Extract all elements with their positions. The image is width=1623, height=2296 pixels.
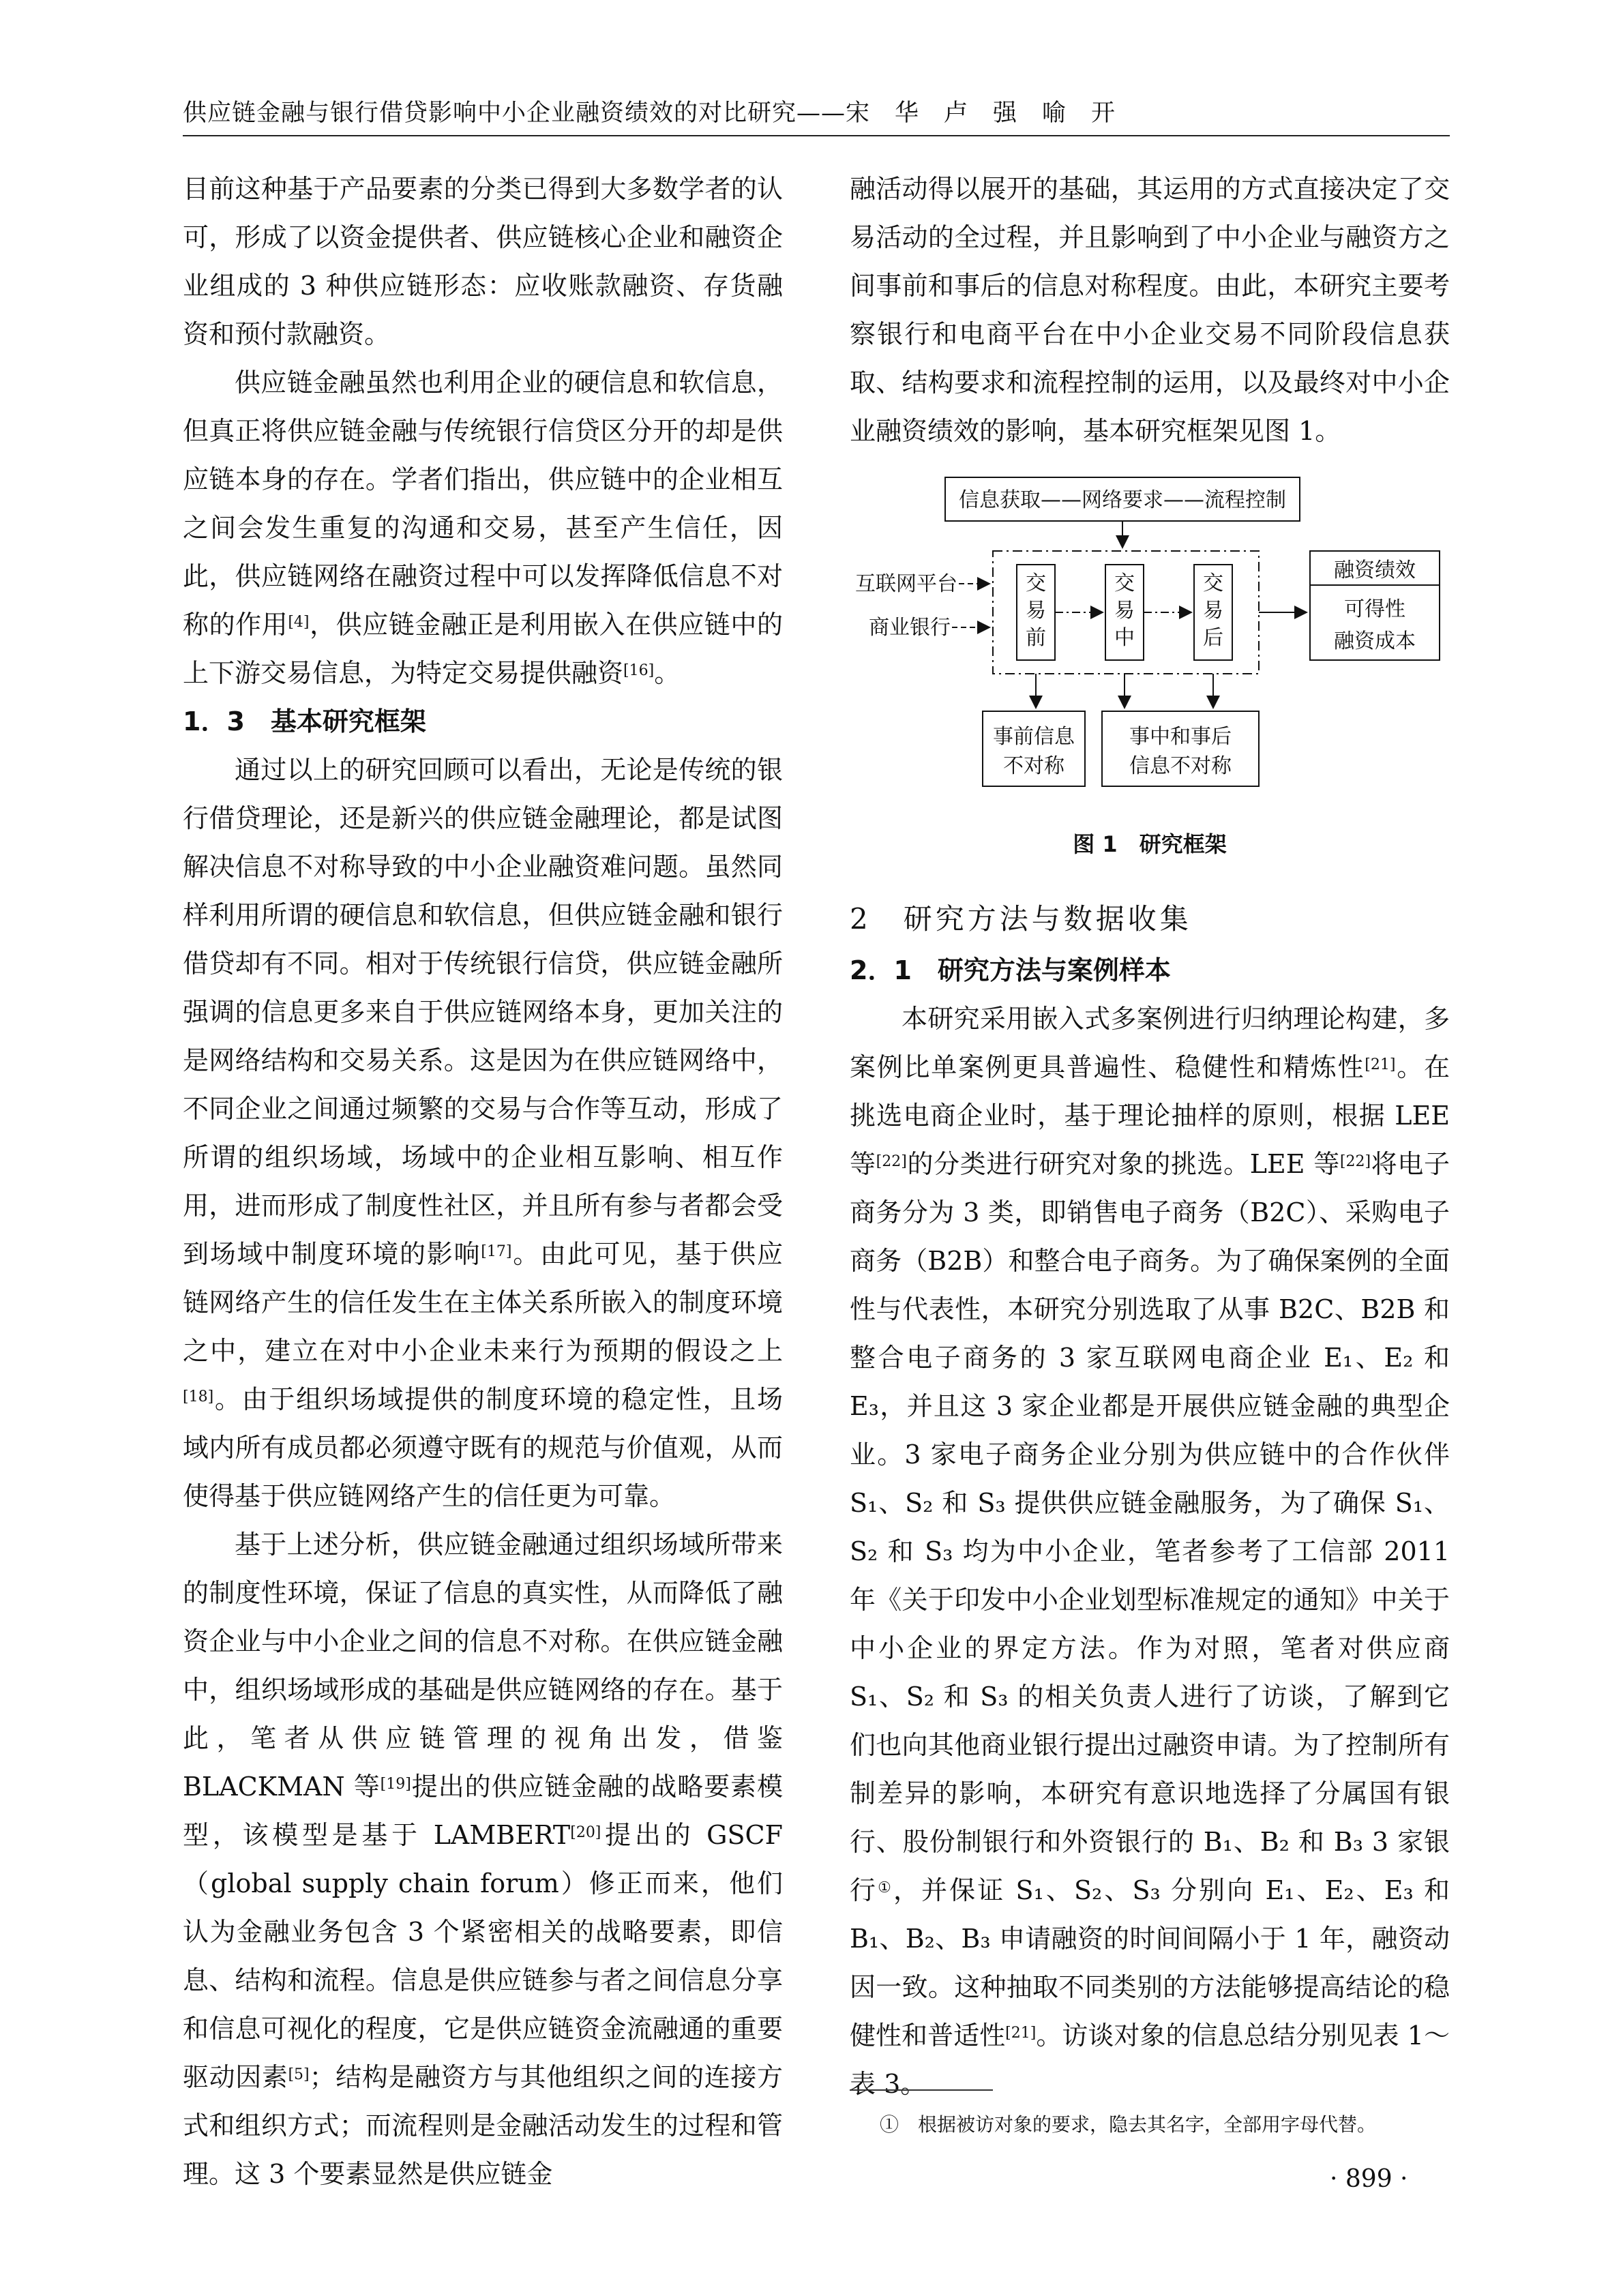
citation: [16] <box>623 662 655 679</box>
svg-text:后: 后 <box>1203 626 1223 650</box>
citation: [20] <box>570 1824 601 1841</box>
footnote-marker: ① <box>878 1879 893 1896</box>
svg-text:易: 易 <box>1114 599 1135 623</box>
svg-text:信息不对称: 信息不对称 <box>1129 754 1232 778</box>
result-title: 融资绩效 <box>1334 558 1416 582</box>
svg-text:融资成本: 融资成本 <box>1334 629 1416 653</box>
header-rule <box>183 135 1450 136</box>
section-heading: 2 研究方法与数据收集 <box>850 902 1192 936</box>
svg-text:中: 中 <box>1114 626 1135 650</box>
left-column <box>183 165 783 2198</box>
svg-text:前: 前 <box>1026 626 1046 650</box>
citation: [5] <box>288 2066 310 2083</box>
citation: [21] <box>1005 2025 1037 2042</box>
input-internet-platform: 互联网平台 <box>855 572 957 596</box>
subsection-heading: 2．1 研究方法与案例样本 <box>850 955 1171 985</box>
footnote: ① 根据被访对象的要求，隐去其名字，全部用字母代替。 <box>880 2113 1377 2136</box>
svg-text:可得性: 可得性 <box>1344 597 1405 621</box>
footnote-rule <box>850 2089 993 2091</box>
svg-text:交: 交 <box>1026 571 1046 595</box>
citation: [21] <box>1365 1056 1396 1073</box>
paragraph: 融活动得以展开的基础，其运用的方式直接决定了交易活动的全过程，并且影响到了中小企业与融资方之间事前和事后的信息对称程度。由此，本研究主要考察银行和电商平台在中小企业交易不同阶段信息获取、结构要求和流程控制的运用，以及最终对中小企业融资绩效的影响，基本研究框架见图 1。 <box>850 174 1450 446</box>
svg-text:事前信息: 事前信息 <box>993 725 1075 749</box>
paragraph: 目前这种基于产品要素的分类已得到大多数学者的认可，形成了以资金提供者、供应链核心企业和融资企业组成的 3 种供应链形态：应收账款融资、存货融资和预付款融资。 <box>183 174 783 349</box>
page-number: · 899 · <box>1330 2165 1408 2193</box>
svg-text:不对称: 不对称 <box>1003 754 1064 778</box>
citation: [22] <box>1339 1153 1371 1170</box>
section-heading: 1．3 基本研究框架 <box>183 706 426 736</box>
paragraph: 基于上述分析，供应链金融通过组织场域所带来的制度性环境，保证了信息的真实性，从而降低了融资企业与中小企业之间的信息不对称。在供应链金融中，组织场域形成的基础是供应链网络的存在。基于此，笔者从供应链管理的视角出发，借鉴 BLACKMAN 等[19]提出的供应链金融的战略要素模型，该模型是基于 LAMBERT[20]提出的 GSCF（global supply chain forum）修正而来，他们认为金融业务包含 3 个紧密相关的战略要素，即信息、结构和流程。信息是供应链参与者之间信息分享和信息可视化的程度，它是供应链资金流融通的重要驱动因素[5]；结构是融资方与其他组织之间的连接方式和组织方式；而流程则是金融活动发生的过程和管理。这 3 个要素显然是供应链金 <box>183 1530 783 2189</box>
paragraph: 通过以上的研究回顾可以看出，无论是传统的银行借贷理论，还是新兴的供应链金融理论，都是试图解决信息不对称导致的中小企业融资难问题。虽然同样利用所谓的硬信息和软信息，但供应链金融和银行借贷却有不同。相对于传统银行信贷，供应链金融所强调的信息更多来自于供应链网络本身，更加关注的是网络结构和交易关系。这是因为在供应链网络中，不同企业之间通过频繁的交易与合作等互动，形成了所谓的组织场域，场域中的企业相互影响、相互作用，进而形成了制度性社区，并且所有参与者都会受到场域中制度环境的影响[17]。由此可见，基于供应链网络产生的信任发生在主体关系所嵌入的制度环境之中，建立在对中小企业未来行为预期的假设之上[18]。由于组织场域提供的制度环境的稳定性，且场域内所有成员都必须遵守既有的规范与价值观，从而使得基于供应链网络产生的信任更为可靠。 <box>183 755 783 1511</box>
running-header: 供应链金融与银行借贷影响中小企业融资绩效的对比研究——宋 华 卢 强 喻 开 <box>183 100 1116 127</box>
citation: [18] <box>183 1388 214 1405</box>
paragraph: 本研究采用嵌入式多案例进行归纳理论构建，多案例比单案例更具普遍性、稳健性和精炼性[21]。在挑选电商企业时，基于理论抽样的原则，根据 LEE 等[22]的分类进行研究对象的挑选。LEE 等[22]将电子商务分为 3 类，即销售电子商务（B2C）、采购电子商务（B2B）和整合电子商务。为了确保案例的全面性与代表性，本研究分别选取了从事 B2C、B2B 和整合电子商务的 3 家互联网电商企业 E₁、E₂ 和 E₃，并且这 3 家企业都是开展供应链金融的典型企业。3 家电子商务企业分别为供应链中的合作伙伴 S₁、S₂ 和 S₃ 提供供应链金融服务，为了确保 S₁、S₂ 和 S₃ 均为中小企业，笔者参考了工信部 2011 年《关于印发中小企业划型标准规定的通知》中关于中小企业的界定方法。作为对照，笔者对供应商 S₁、S₂ 和 S₃ 的相关负责人进行了访谈，了解到它们也向其他商业银行提出过融资申请。为了控制所有制差异的影响，本研究有意识地选择了分属国有银行、股份制银行和外资银行的 B₁、B₂ 和 B₃ 3 家银行①，并保证 S₁、S₂、S₃ 分别向 E₁、E₂、E₃ 和 B₁、B₂、B₃ 申请融资的时间间隔小于 1 年，融资动因一致。这种抽取不同类别的方法能够提高结论的稳健性和普适性[21]。访谈对象的信息总结分别见表 1～表 3。 <box>850 1004 1450 2099</box>
research-framework-figure <box>850 462 1450 824</box>
input-commercial-bank: 商业银行 <box>869 616 951 640</box>
paragraph: 供应链金融虽然也利用企业的硬信息和软信息，但真正将供应链金融与传统银行信贷区分开的却是供应链本身的存在。学者们指出，供应链中的企业相互之间会发生重复的沟通和交易，甚至产生信任，因此，供应链网络在融资过程中可以发挥降低信息不对称的作用[4]，供应链金融正是利用嵌入在供应链中的上下游交易信息，为特定交易提供融资[16]。 <box>183 368 783 688</box>
citation: [4] <box>288 614 310 631</box>
right-column <box>850 165 1450 2108</box>
citation: [22] <box>876 1153 907 1170</box>
top-box-label: 信息获取——网络要求——流程控制 <box>959 488 1286 512</box>
citation: [17] <box>481 1243 512 1260</box>
svg-text:易: 易 <box>1026 599 1046 623</box>
svg-text:事中和事后: 事中和事后 <box>1129 725 1232 749</box>
svg-text:交: 交 <box>1203 571 1223 595</box>
citation: [19] <box>380 1776 411 1793</box>
svg-text:交: 交 <box>1114 571 1135 595</box>
figure-caption: 图 1 研究框架 <box>1073 831 1227 857</box>
svg-text:易: 易 <box>1203 599 1223 623</box>
